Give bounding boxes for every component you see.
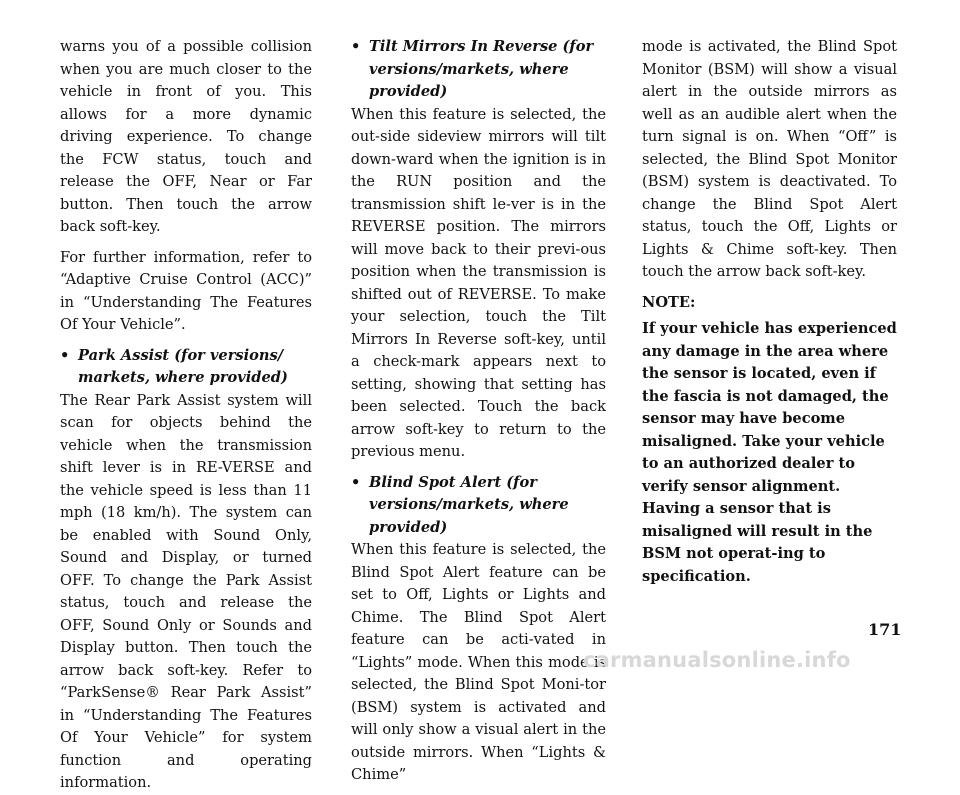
note-body: If your vehicle has experienced any damage in the area where the sensor is located, even if the fascia is not damaged, the sensor may have become misaligned. Take your vehicle to an authorized dealer to verify sensor alignment. Having a sensor that is misaligned will result in the BSM not operat-ing to specification. [642, 320, 897, 585]
bullet-tilt-mirrors-line2: versions/markets, where [369, 60, 569, 78]
bullet-blind-spot [351, 472, 606, 540]
bullet-park-assist-line1: • Park Assist (for versions/ [78, 346, 284, 364]
bullet-park-assist-line2: markets, where provided) [78, 369, 288, 386]
watermark: carmanualsonline.info [583, 648, 851, 672]
page-number: 171 [868, 620, 902, 639]
bullet-blind-spot-line2: versions/markets, where [369, 496, 569, 513]
bullet-tilt-mirrors-line3: provided) [369, 83, 448, 100]
bullet-blind-spot-line1: • Blind Spot Alert (for [369, 473, 537, 491]
column-1 [60, 36, 312, 795]
paragraph-fcw-continued: warns you of a possible collision when you are much closer to the vehicle in front of you. This allows for a more dynamic driving experience. To change the FCW status, touch and release the OFF, Near or Far button. Then touch the arrow back soft-key. [60, 38, 312, 235]
paragraph-park-assist: The Rear Park Assist system will scan for objects behind the vehicle when the transmission shift lever is in RE-VERSE and the vehicle speed is less than 11 mph (18 km/h). The system can be enabled with Sound Only, Sound and Display, or turned OFF. To change the Park Assist status, touch and release the OFF, Sound Only or Sounds and Display button. Then touch the arrow back soft-key. Refer to “ParkSense® Rear Park Assist” in “Understanding The Features Of Your Vehicle” for system function and operating information. [60, 391, 312, 791]
paragraph-further-info: For further information, refer to “Adaptive Cruise Control (ACC)” in “Understanding The Features Of Your Vehicle”. [60, 248, 312, 333]
bullet-tilt-mirrors-line1: • Tilt Mirrors In Reverse (for [369, 38, 594, 55]
column-2 [351, 36, 606, 787]
bullet-tilt-mirrors [351, 36, 606, 104]
paragraph-bsm-mode: mode is activated, the Blind Spot Monitor (BSM) will show a visual alert in the outside mirrors as well as an audible alert when the turn signal is on. When “Off” is selected, the Blind Spot Monitor (BSM) system is deactivated. To change the Blind Spot Alert status, touch the Off, Lights or Lights & Chime soft-key. Then touch the arrow back soft-key. [642, 38, 897, 280]
bullet-blind-spot-line3: provided) [369, 518, 448, 536]
column-3 [642, 36, 897, 588]
paragraph-blind-spot: When this feature is selected, the Blind Spot Alert feature can be set to Off, Lights or Lights and Chime. The Blind Spot Alert feature can be acti-vated in “Lights” mode. When this mode is selected, the Blind Spot Moni-tor (BSM) system is activated and will only show a visual alert in the outside mirrors. When “Lights & Chime” [351, 541, 606, 783]
bullet-park-assist [60, 345, 312, 390]
paragraph-tilt-mirrors: When this feature is selected, the out-side sideview mirrors will tilt down-ward when the ignition is in the RUN position and the transmission shift le-ver is in the REVERSE position. The mirrors will move back to their previ-ous position when the transmission is shifted out of REVERSE. To make your selection, touch the Tilt Mirrors In Reverse soft-key, until a check-mark appears next to setting, showing that setting has been selected. Touch the back arrow soft-key to return to the previous menu. [351, 105, 606, 460]
note-title: NOTE: [642, 293, 696, 311]
